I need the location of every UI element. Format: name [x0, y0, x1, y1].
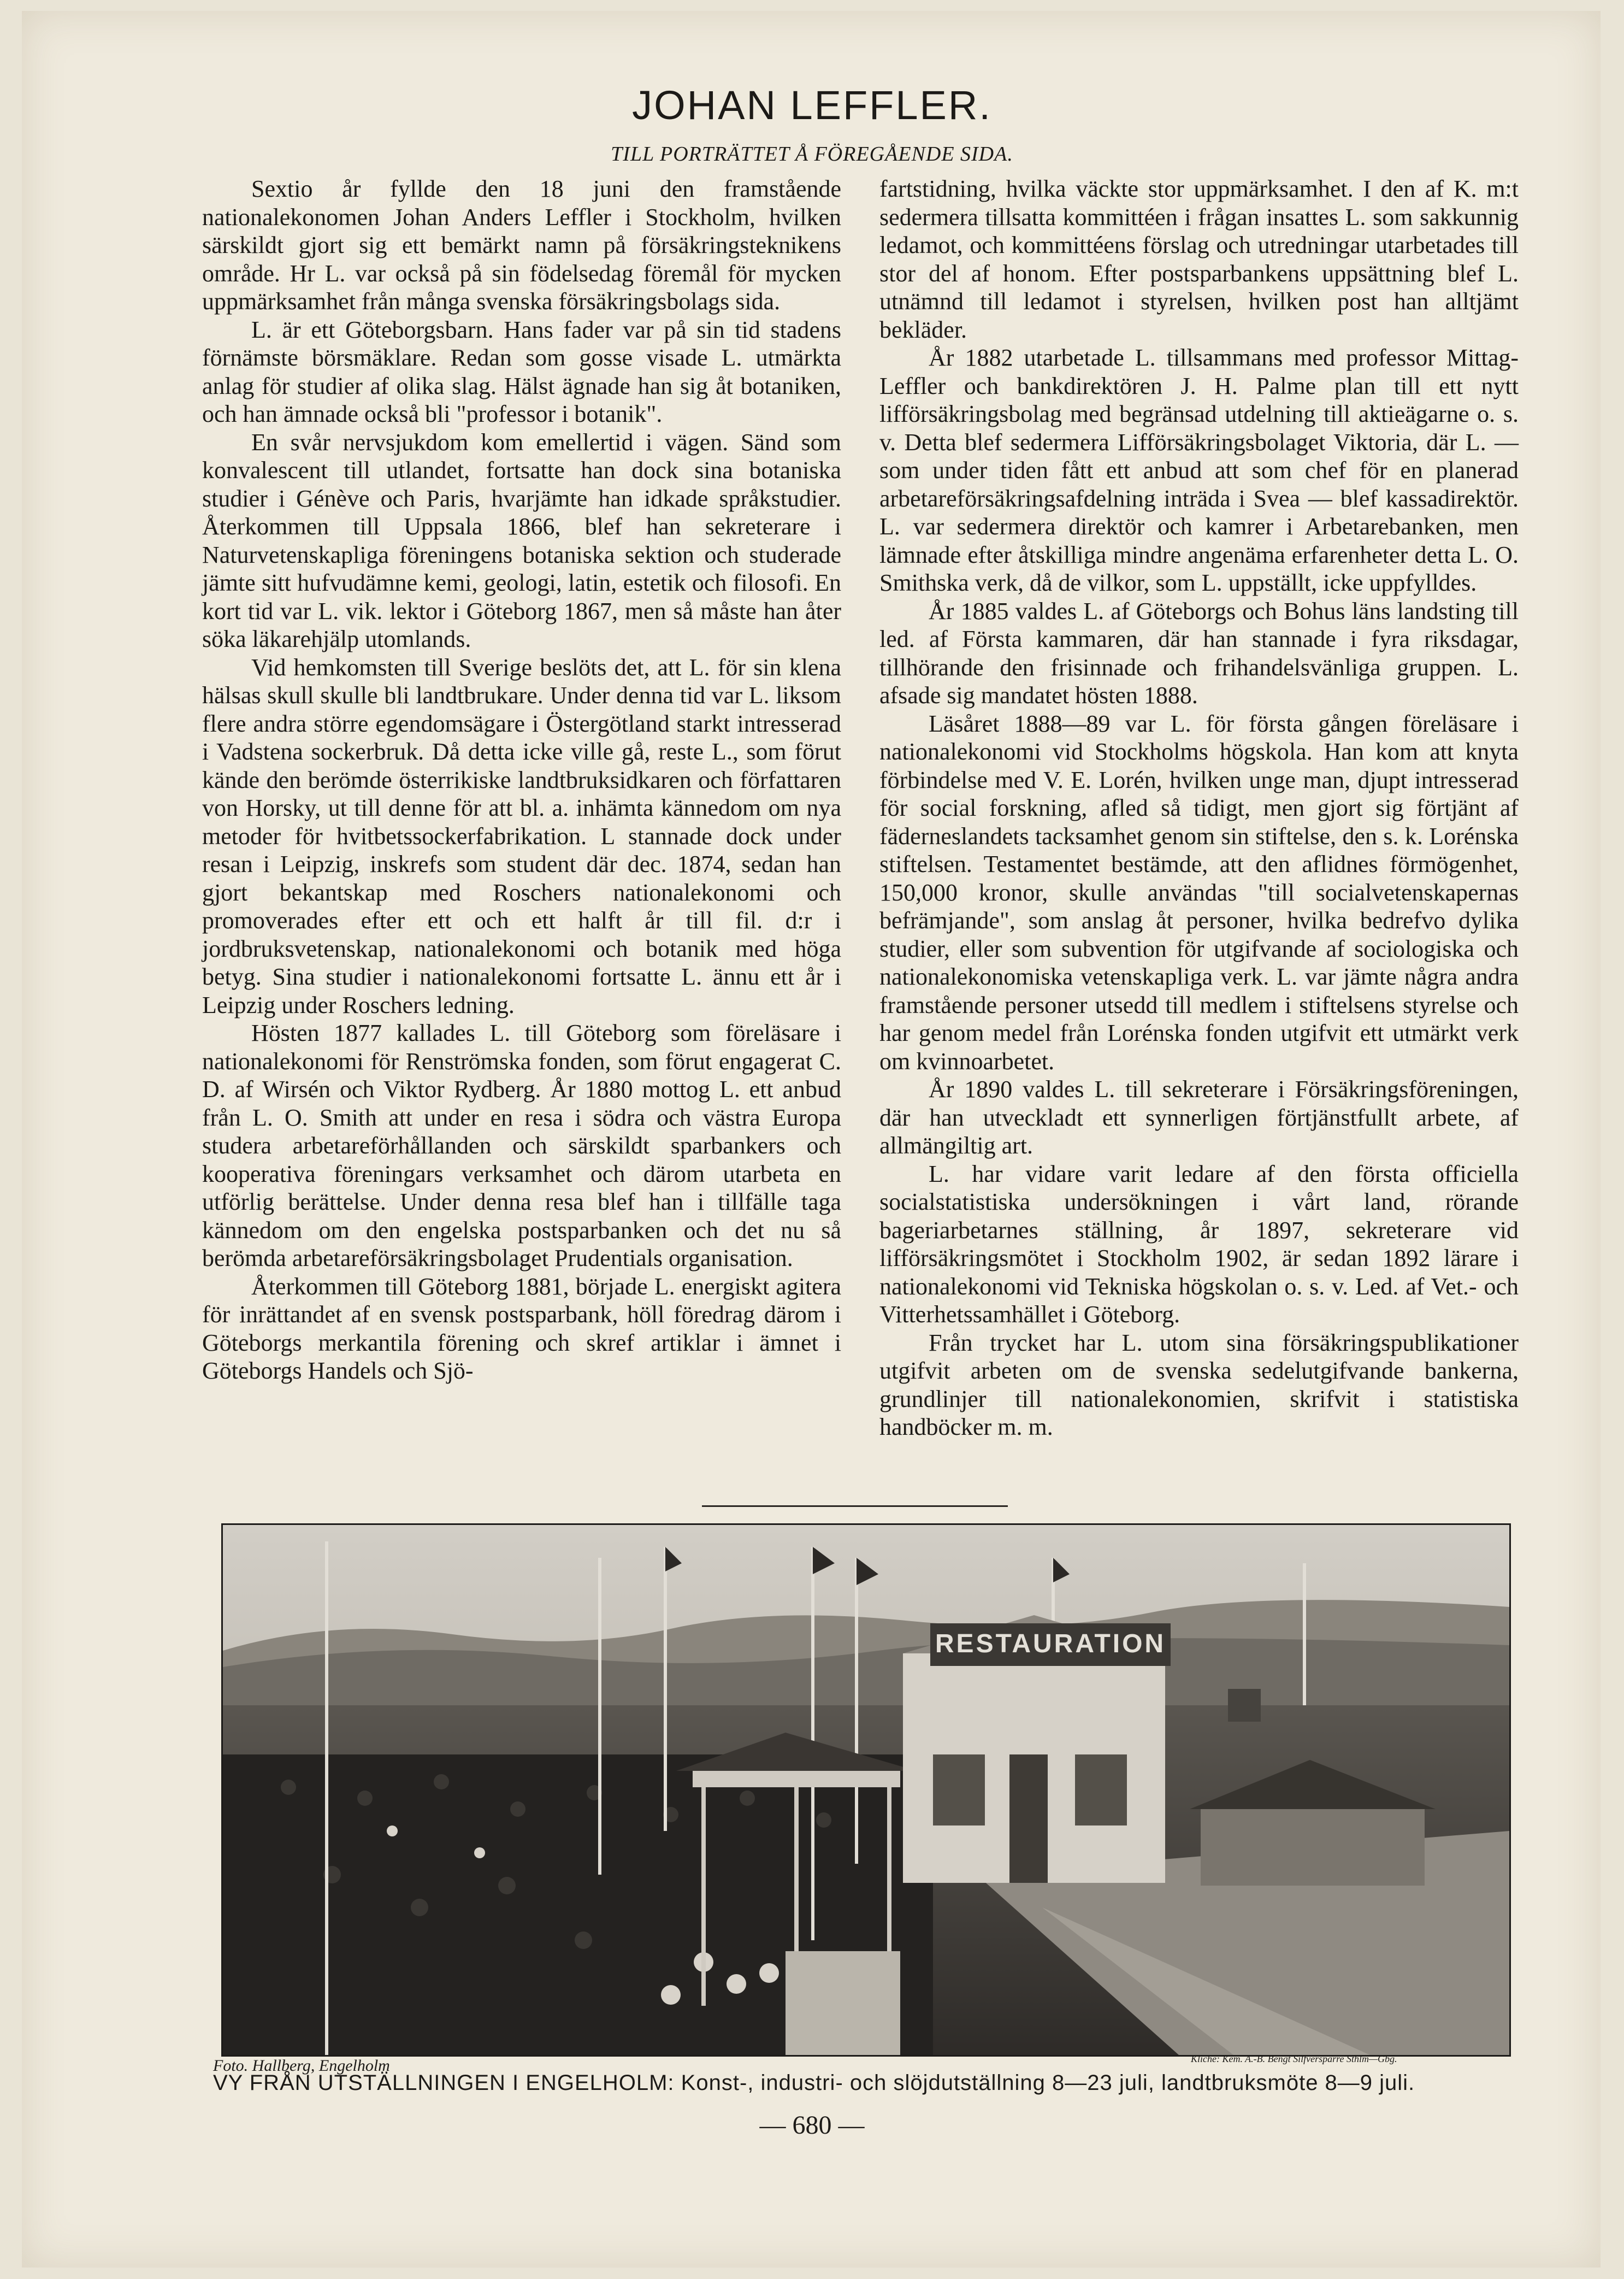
cliche-credit: Kliché: Kem. A.-B. Bengt Silfversparre Sthlm—Gbg. — [1191, 2053, 1397, 2064]
paragraph: År 1882 utarbetade L. tillsammans med professor Mittag-Leffler och bankdirektören J. H. Palme plan till ett nytt lifförsäkringsbolag med begränsad utdelning till aktieägarne o. s. v. Detta blef sedermera Lifförsäkringsbolaget Viktoria, där L. — som under tiden fått ett anbud att som chef för en planerad arbetareförsäkringsafdelning inträda i Svea — blef kassadirektör. L. var sedermera direktör och kamrer i Arbetarebanken, men lämnade efter åtskilliga mindre angenäma erfarenheter detta L. O. Smithska verk, då de vilkor, som L. uppställt, icke uppfylldes. — [879, 344, 1519, 596]
article-title: JOHAN LEFFLER. — [632, 83, 992, 128]
section-divider — [702, 1505, 1008, 1507]
paragraph: Återkommen till Göteborg 1881, började L. energiskt agitera för inrättandet af en svensk postsparbank, höll föredrag därom i Göteborgs merkantila förening och skref artiklar i ämnet i Göteborgs Handels och Sjö- — [202, 1273, 841, 1384]
paragraph: År 1885 valdes L. af Göteborgs och Bohus läns landsting till led. af Första kammaren, där han stannade i fyra riksdagar, tillhörande den frisinnade och frihandelsvänliga gruppen. L. afsade sig mandatet hösten 1888. — [879, 597, 1519, 709]
exhibition-photograph — [221, 1523, 1511, 2057]
paragraph: Från trycket har L. utom sina försäkringspublikationer utgifvit arbeten om de svenska sedelutgifvande bankerna, grundlinjer till nationalekonomien, skrifvit i statistiska handböcker m. m. — [879, 1329, 1519, 1440]
left-text-column — [202, 175, 841, 1385]
photo-caption: VY FRÅN UTSTÄLLNINGEN I ENGELHOLM: Konst-, industri- och slöjdutställning 8—23 juli, landtbruksmöte 8—9 juli. — [213, 2071, 1415, 2095]
paragraph: Läsåret 1888—89 var L. för första gången föreläsare i nationalekonomi vid Stockholms högskola. Han kom att knyta förbindelse med V. E. Lorén, hvilken unge man, djupt intresserad för social forskning, afled så tidigt, men gjort sig förtjänt af fäderneslandets tacksamhet genom sin stiftelse, den s. k. Lorénska stiftelsen. Testamentet bestämde, att den aflidnes förmögenhet, 150,000 kronor, skulle användas "till socialvetenskapernas befrämjande", som anslag åt personer, hvilka bedrefvo dylika studier, eller som subvention för utgifvande af sociologiska och nationalekonomiska vetenskapliga verk. L. var jämte några andra framstående personer utsedd till medlem i stiftelsens styrelse och har genom medel från Lorénska fonden utgifvit ett utmärkt verk om kvinnoarbetet. — [879, 710, 1519, 1075]
restaurant-sign: RESTAURATION — [935, 1629, 1166, 1658]
paragraph: En svår nervsjukdom kom emellertid i vägen. Sänd som konvalescent till utlandet, fortsatte han dock sina botaniska studier i Génève och Paris, hvarjämte han idkade språkstudier. Återkommen till Uppsala 1866, blef han sekreterare i Naturvetenskapliga föreningens botaniska sektion och studerade jämte sitt hufvudämne kemi, geologi, latin, estetik och filosofi. En kort tid var L. vik. lektor i Göteborg 1867, men så måste han åter söka läkarehjälp utomlands. — [202, 428, 841, 652]
article-subtitle: TILL PORTRÄTTET Å FÖREGÅENDE SIDA. — [611, 143, 1013, 166]
paragraph: fartstidning, hvilka väckte stor uppmärksamhet. I den af K. m:t sedermera tillsatta kommittéen i frågan insattes L. som sakkunnig ledamot, och kommittéens förslag och utredningar utarbetades till stor del af honom. Efter postsparbankens uppsättning blef L. utnämnd till ledamot i styrelsen, hvilken post han alltjämt bekläder. — [879, 175, 1519, 343]
paragraph: L. har vidare varit ledare af den första officiella socialstatistiska undersökningen i vårt land, rörande bageriarbetarnes ställning, år 1897, sekreterare vid lifförsäkringsmötet i Stockholm 1902, är sedan 1892 lärare i nationalekonomi vid Tekniska högskolan o. s. v. Led. af Vet.- och Vitterhetssamhället i Göteborg. — [879, 1160, 1519, 1328]
paragraph: År 1890 valdes L. till sekreterare i Försäkringsföreningen, där han utveckladt ett synnerligen förtjänstfullt arbete, af allmängiltig art. — [879, 1076, 1519, 1159]
right-text-column — [879, 175, 1519, 1441]
paragraph: Hösten 1877 kallades L. till Göteborg som föreläsare i nationalekonomi för Renströmska fonden, som förut engagerat C. D. af Wirsén och Viktor Rydberg. År 1880 mottog L. ett anbud från L. O. Smith att under en resa i södra och västra Europa studera arbetareförhållanden och särskildt sparbankers och kooperativa föreningars verksamhet och därom utarbeta en utförlig berättelse. Under denna resa blef han i tillfälle taga kännedom om den engelska postsparbanken och det nu så berömda arbetareförsäkringsbolaget Prudentials organisation. — [202, 1020, 841, 1271]
page-number: — 680 — — [759, 2111, 865, 2140]
photo-credit: Foto. Hallberg, Engelholm — [213, 2057, 390, 2075]
paragraph: Vid hemkomsten till Sverige beslöts det, att L. för sin klena hälsas skull skulle bli landtbrukare. Under denna tid var L. liksom flere andra större egendomsägare i Östergötland starkt intresserad i Vadstena sockerbruk. Då detta icke ville gå, reste L., som förut kände den berömde österrikiske landtbruksidkaren och författaren von Horsky, ut till denne för att bl. a. inhämta kännedom om nya metoder för hvitbetssockerfabrikation. L stannade dock under resan i Leipzig, inskrefs som student där dec. 1874, sedan han gjort bekantskap med Roschers nationalekonomi och promoverades efter ett och ett halft år till fil. d:r i jordbruksvetenskap, nationalekonomi och botanik med höga betyg. Sina studier i nationalekonomi fortsatte L. ännu ett år i Leipzig under Roschers ledning. — [202, 653, 841, 1018]
paragraph: Sextio år fyllde den 18 juni den framstående nationalekonomen Johan Anders Leffler i Stockholm, hvilken särskildt gjort sig ett bemärkt namn på försäkringsteknikens område. Hr L. var också på sin födelsedag föremål för mycken uppmärksamhet från många svenska försäkringsbolags sida. — [202, 175, 841, 315]
paragraph: L. är ett Göteborgsbarn. Hans fader var på sin tid stadens förnämste börsmäklare. Redan som gosse visade L. utmärkta anlag för studier af olika slag. Hälst ägnade han sig åt botaniken, och han ämnade också bli "professor i botanik". — [202, 316, 841, 427]
